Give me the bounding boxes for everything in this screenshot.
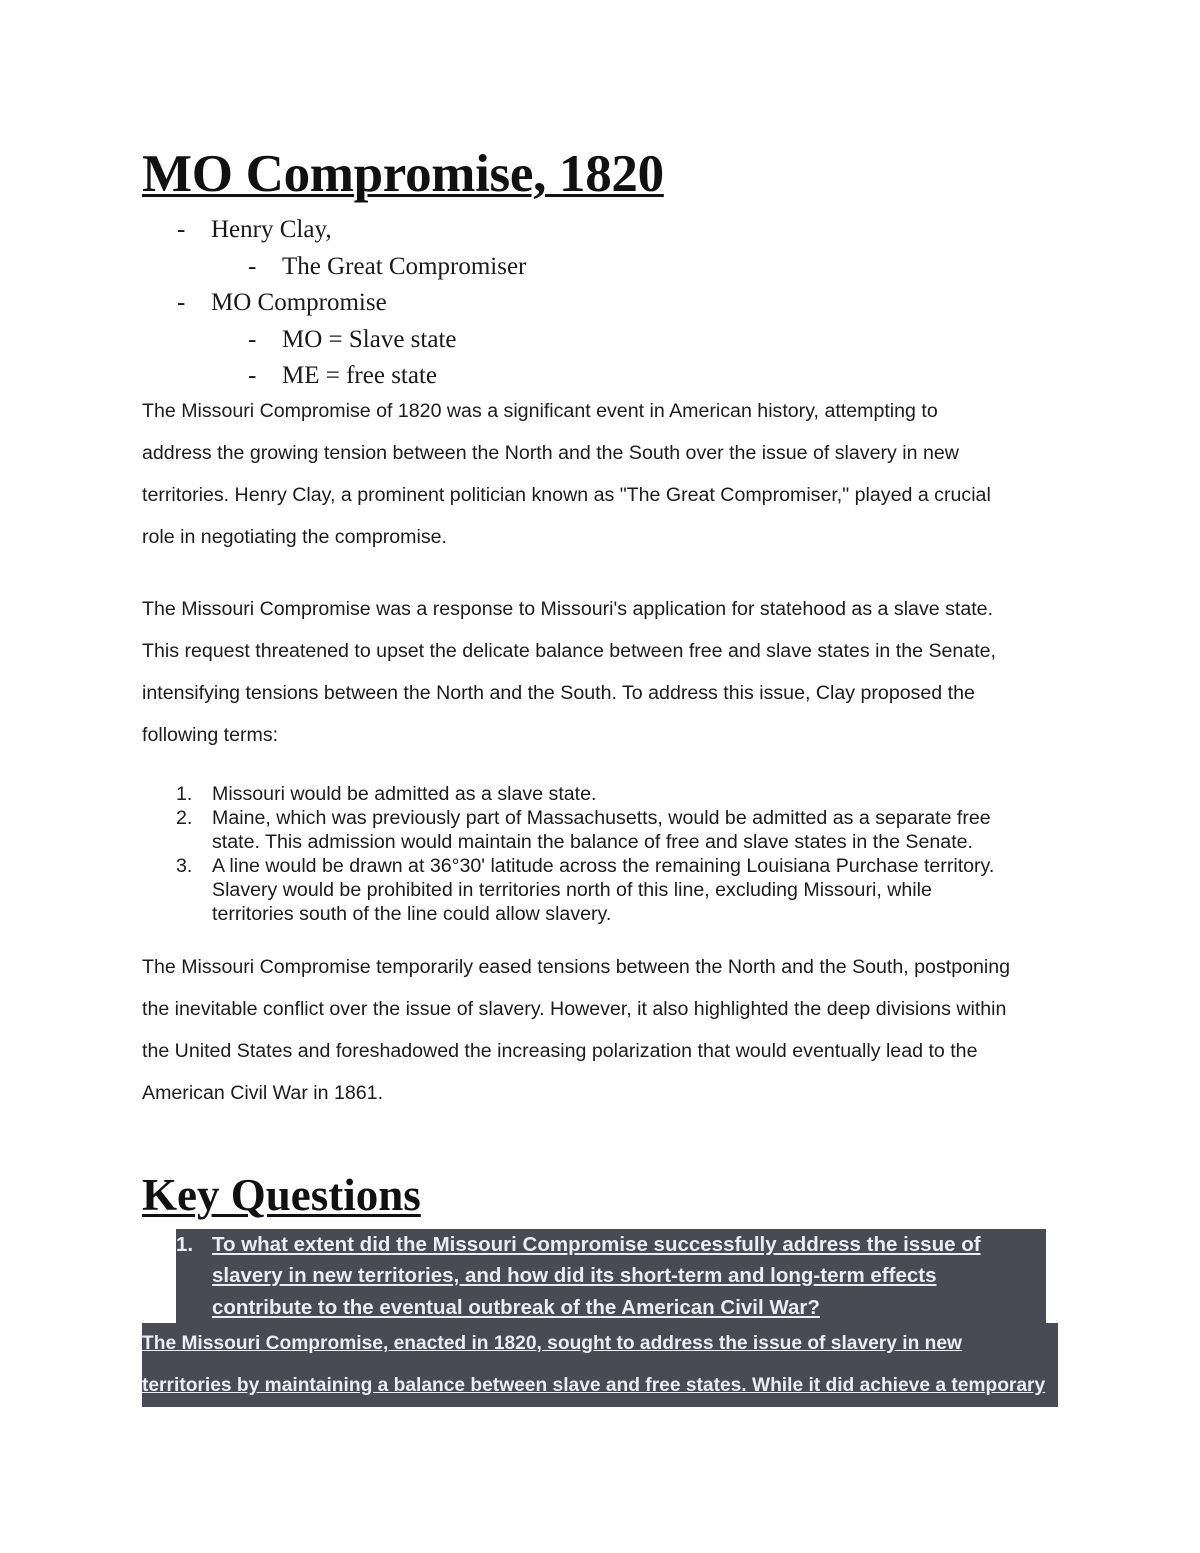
key-questions-heading: Key Questions <box>142 1169 421 1220</box>
list-number: 1. <box>176 782 193 805</box>
document-title: MO Compromise, 1820 <box>142 145 664 203</box>
terms-list <box>142 782 1062 926</box>
outline-list <box>142 212 1062 395</box>
outline-subitem <box>248 358 1062 395</box>
question-line: slavery in new territories, and how did its short-term and long-term effects <box>212 1264 937 1287</box>
outline-subitem <box>248 249 1062 286</box>
list-item-line: Maine, which was previously part of Massachusetts, would be admitted as a separate free <box>212 806 991 829</box>
outline-subitem-text: MO = Slave state <box>282 325 457 353</box>
selected-question[interactable] <box>176 1229 1046 1324</box>
list-item-line: state. This admission would maintain the balance of free and slave states in the Senate. <box>212 830 973 853</box>
paragraph-response <box>142 588 1062 756</box>
list-number: 3. <box>176 854 193 877</box>
list-number: 2. <box>176 806 193 829</box>
paragraph-intro <box>142 390 1062 558</box>
paragraph-line: American Civil War in 1861. <box>142 1081 384 1104</box>
outline-item-text: MO Compromise <box>211 289 387 316</box>
outline-subitem-text: ME = free state <box>282 362 438 389</box>
question-line: To what extent did the Missouri Compromise successfully address the issue of <box>212 1232 981 1256</box>
paragraph-line: territories. Henry Clay, a prominent politician known as "The Great Compromiser," played a crucial <box>142 483 991 506</box>
answer-line: territories by maintaining a balance between slave and free states. While it did achieve a temporary <box>142 1375 1046 1396</box>
list-item <box>142 782 1062 806</box>
outline-item <box>177 212 1062 249</box>
question-line: contribute to the eventual outbreak of the American Civil War? <box>212 1295 820 1319</box>
list-item-line: Slavery would be prohibited in territories north of this line, excluding Missouri, while <box>212 878 932 901</box>
paragraph-line: The Missouri Compromise of 1820 was a significant event in American history, attempting to <box>142 399 938 422</box>
list-item <box>142 854 1062 926</box>
paragraph-line: intensifying tensions between the North and the South. To address this issue, Clay proposed the <box>142 681 975 704</box>
paragraph-line: following terms: <box>142 723 279 746</box>
outline-item <box>177 285 1062 322</box>
paragraph-conclusion <box>142 946 1062 1114</box>
paragraph-line: The Missouri Compromise was a response to Missouri's application for statehood as a slave state. <box>142 597 994 620</box>
paragraph-line: role in negotiating the compromise. <box>142 525 447 548</box>
outline-subitem-text: The Great Compromiser <box>282 252 527 280</box>
dash-marker: - <box>248 325 257 353</box>
selected-answer[interactable] <box>142 1323 1058 1407</box>
paragraph-line: address the growing tension between the North and the South over the issue of slavery in new <box>142 441 959 464</box>
list-item-line: A line would be drawn at 36°30' latitude across the remaining Louisiana Purchase territory. <box>212 854 995 877</box>
dash-marker: - <box>248 362 257 389</box>
list-item-line: Missouri would be admitted as a slave state. <box>212 782 597 805</box>
answer-line: The Missouri Compromise, enacted in 1820, sought to address the issue of slavery in new <box>142 1333 962 1354</box>
outline-item-text: Henry Clay, <box>211 216 332 243</box>
dash-marker: - <box>248 252 257 280</box>
paragraph-line: This request threatened to upset the delicate balance between free and slave states in the Senate, <box>142 639 996 662</box>
paragraph-line: the United States and foreshadowed the increasing polarization that would eventually lead to the <box>142 1039 978 1062</box>
dash-marker: - <box>177 216 186 243</box>
list-item-line: territories south of the line could allow slavery. <box>212 902 612 925</box>
dash-marker: - <box>177 289 186 316</box>
question-number: 1. <box>176 1232 194 1256</box>
paragraph-line: The Missouri Compromise temporarily eased tensions between the North and the South, postponing <box>142 955 1011 978</box>
document-page <box>142 140 1062 1407</box>
paragraph-gap <box>142 558 1062 588</box>
paragraph-line: the inevitable conflict over the issue of slavery. However, it also highlighted the deep divisions within <box>142 997 1007 1020</box>
outline-subitem <box>248 322 1062 359</box>
list-item <box>142 806 1062 854</box>
